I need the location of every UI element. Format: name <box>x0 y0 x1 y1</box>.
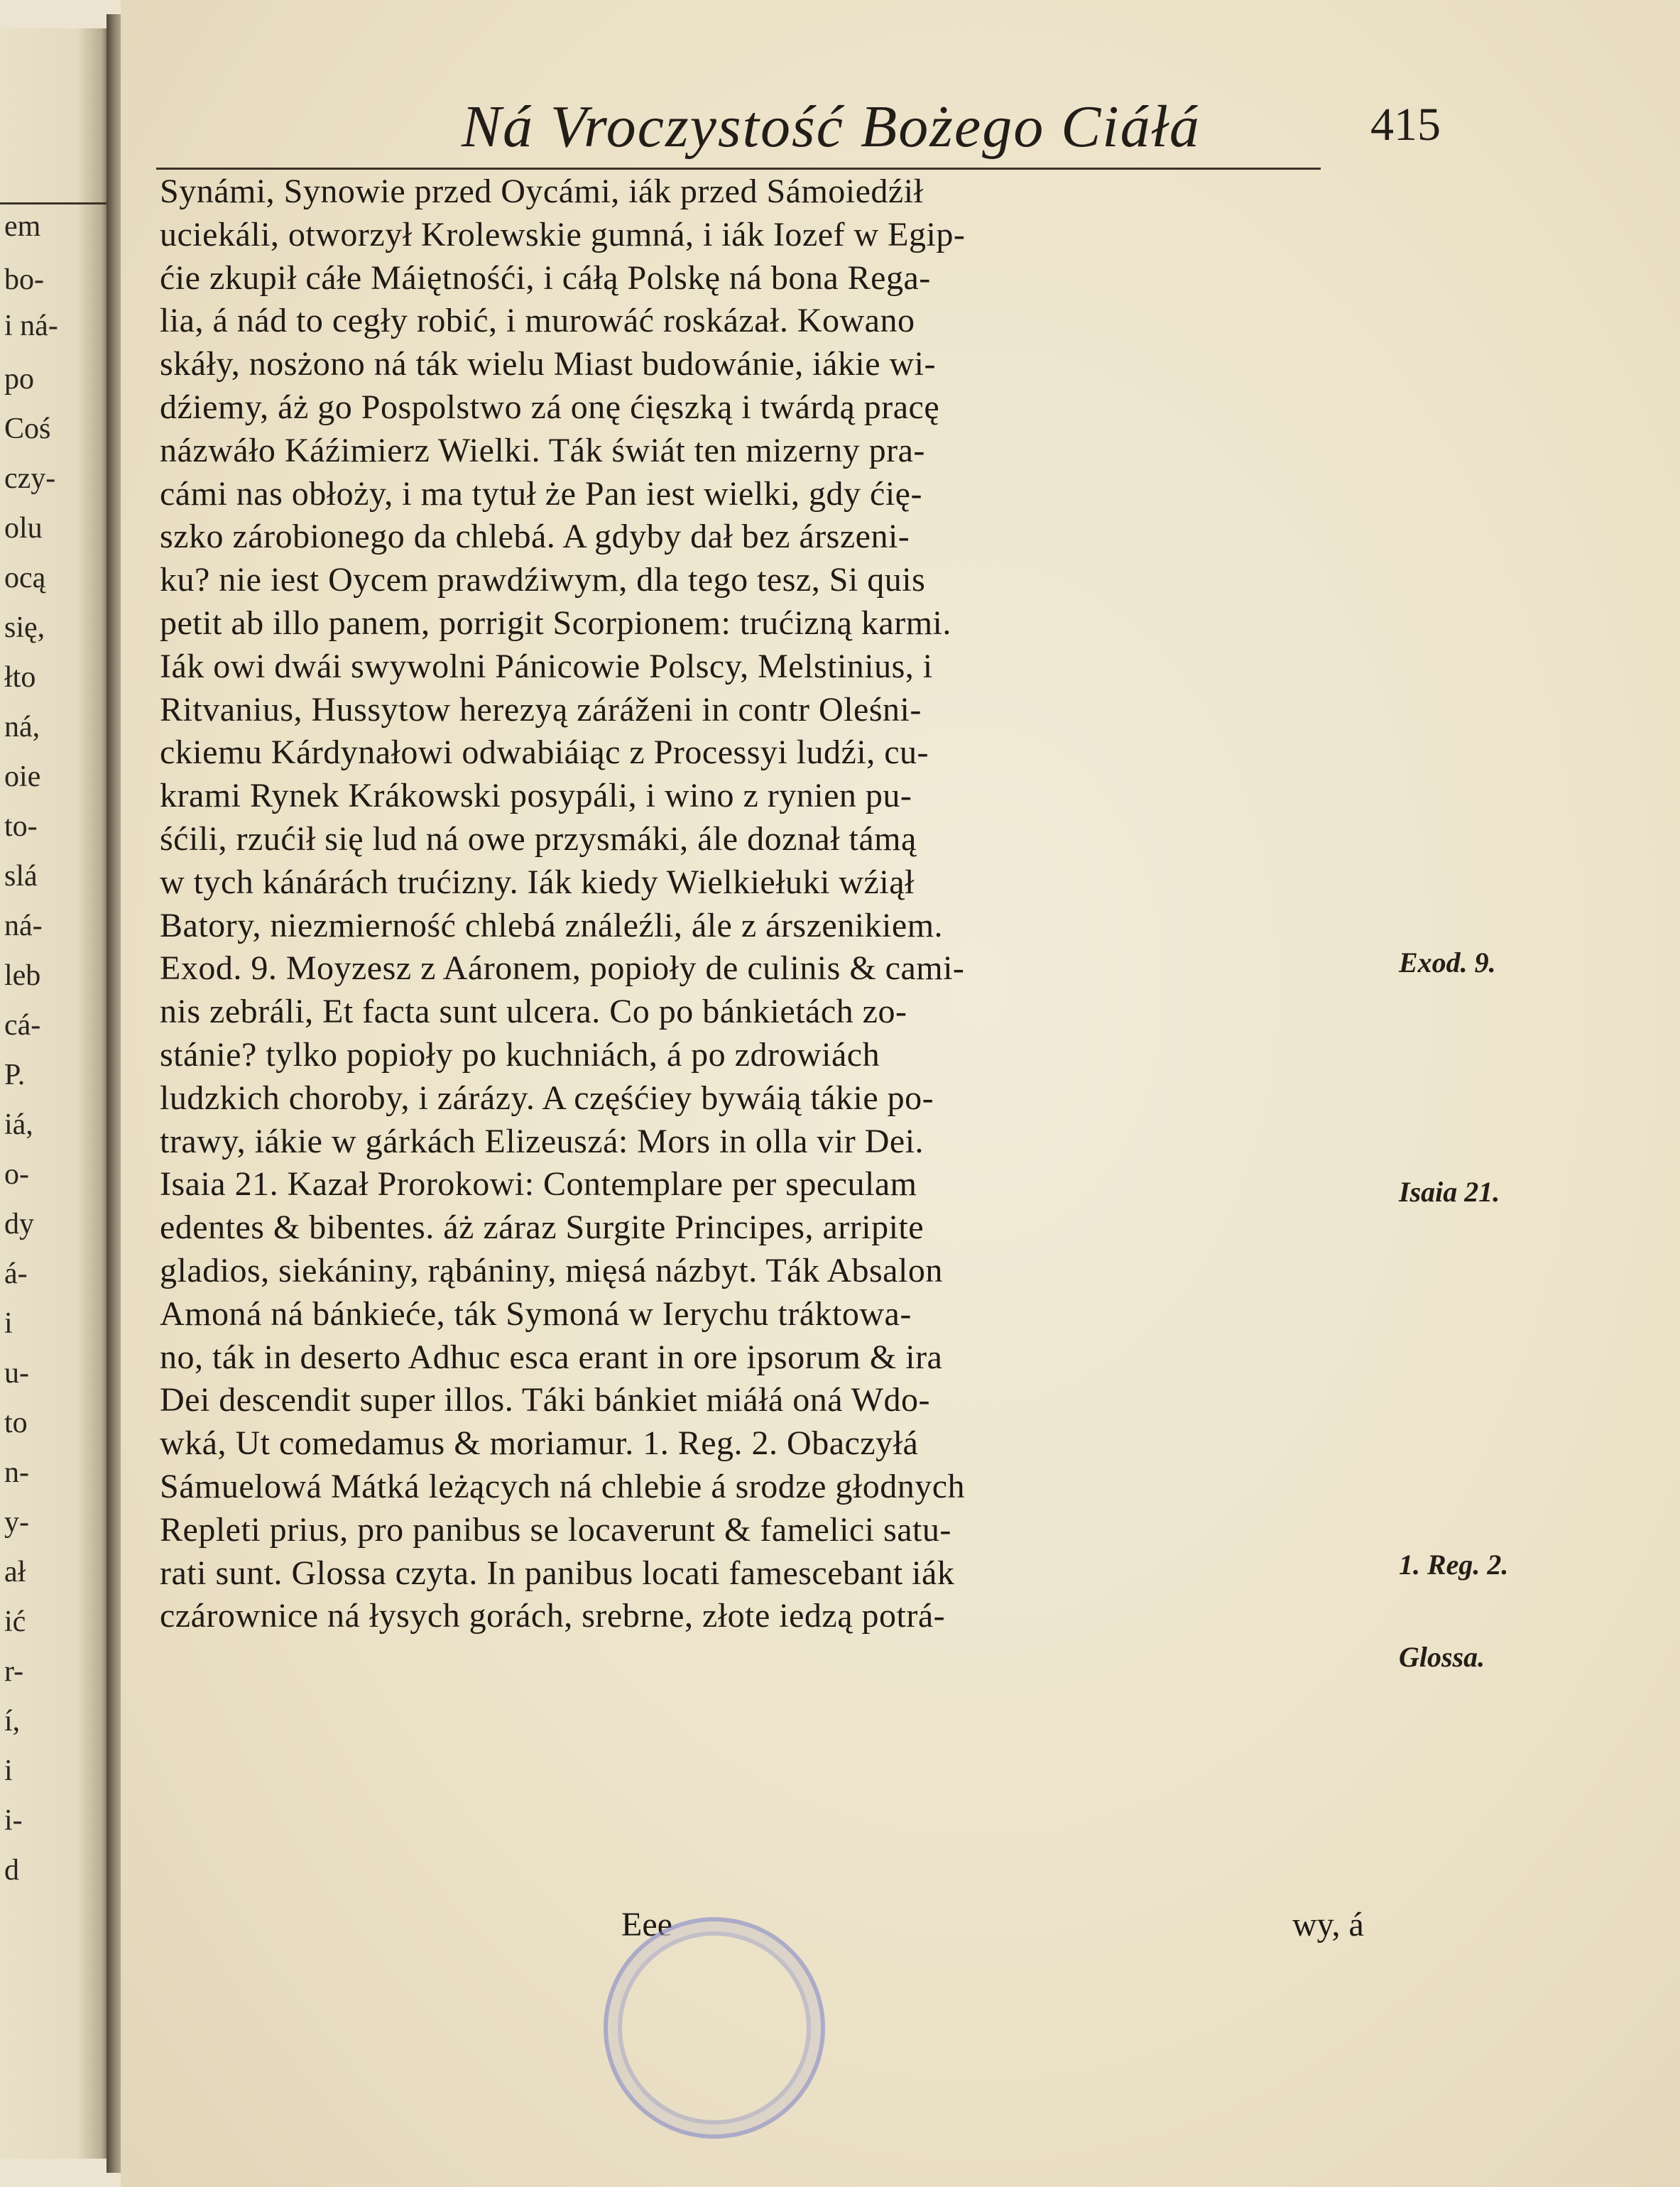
text-line: Ritvanius, Hussytow herezyą záráženi in contr Oleśni- <box>160 690 922 729</box>
previous-page-fragment: d <box>4 1854 19 1887</box>
previous-page-fragment: ná- <box>4 910 43 942</box>
previous-page-fragment: się, <box>4 611 45 644</box>
previous-page-fragment: i- <box>4 1804 23 1837</box>
previous-page-rule <box>0 202 107 204</box>
text-line: ludzkich choroby, i zárázy. A częśćiey bywáią tákie po- <box>160 1079 934 1117</box>
previous-page-fragment: ał <box>4 1556 26 1588</box>
header-rule <box>156 168 1321 170</box>
text-line: no, ták in deserto Adhuc esca erant in ore ipsorum & ira <box>160 1338 943 1376</box>
previous-page-fragment: iá, <box>4 1108 33 1141</box>
previous-page-fragment: olu <box>4 512 43 545</box>
previous-page-fragment: oie <box>4 760 41 793</box>
text-line: Iák owi dwái swywolni Pánicowie Polscy, Melstinius, i <box>160 647 933 685</box>
previous-page-fragment: á- <box>4 1258 28 1290</box>
previous-page-fragment: u- <box>4 1357 29 1390</box>
text-line: Sámuelowá Mátká leżących ná chlebie á srodze głodnych <box>160 1467 966 1505</box>
text-line: Dei descendit super illos. Táki bánkiet miáłá oná Wdo- <box>160 1381 930 1419</box>
previous-page-fragment: łto <box>4 661 36 694</box>
text-line: rati sunt. Glossa czyta. In panibus locati famescebant iák <box>160 1554 955 1592</box>
previous-page-fragment: ocą <box>4 562 46 594</box>
previous-page-fragment: y- <box>4 1506 29 1539</box>
text-line: Repleti prius, pro panibus se locaverunt & famelici satu- <box>160 1510 951 1549</box>
text-line: edentes & bibentes. áż záraz Surgite Principes, arripite <box>160 1209 924 1247</box>
text-line: petit ab illo panem, porrigit Scorpionem: trućizną karmi. <box>160 604 951 642</box>
previous-page-fragment: Coś <box>4 413 51 445</box>
previous-page-fragment: to <box>4 1407 28 1439</box>
previous-page-fragment: n- <box>4 1456 29 1489</box>
text-line: śćili, rzućił się lud ná owe przysmáki, ále doznał támą <box>160 819 917 858</box>
previous-page-fragment: to- <box>4 810 38 843</box>
margin-note-isaia: Isaia 21. <box>1399 1176 1500 1208</box>
previous-page-fragment: r- <box>4 1655 24 1688</box>
text-line: názwáło Káźimierz Wielki. Ták świát ten mizerny pra- <box>160 431 925 469</box>
text-line: gladios, siekániny, rąbániny, mięsá názbyt. Ták Absalon <box>160 1251 943 1289</box>
previous-page-fragment: i <box>4 1755 13 1787</box>
text-line: ckiemu Kárdynałowi odwabiáiąc z Processyi ludźi, cu- <box>160 733 929 772</box>
previous-page-fragment: po <box>4 363 34 396</box>
margin-note-reg: 1. Reg. 2. <box>1399 1549 1509 1581</box>
previous-page-fragment: czy- <box>4 462 56 495</box>
text-line: ćie zkupił cáłe Máiętnośći, i cáłą Polskę ná bona Rega- <box>160 258 931 297</box>
previous-page-fragment: em <box>4 210 41 243</box>
page-number: 415 <box>1370 99 1441 151</box>
previous-page-fragment: P. <box>4 1059 26 1091</box>
previous-page-fragment: cá- <box>4 1009 41 1042</box>
margin-note-exod: Exod. 9. <box>1399 947 1496 978</box>
text-line: stánie? tylko popioły po kuchniách, á po zdrowiách <box>160 1035 880 1074</box>
text-line: czárownice ná łysych gorách, srebrne, złote iedzą potrá- <box>160 1597 946 1635</box>
previous-page-fragment: í, <box>4 1705 21 1738</box>
text-line: ku? nie iest Oycem prawdźiwym, dla tego tesz, Si quis <box>160 561 926 599</box>
text-line: Isaia 21. Kazał Prorokowi: Contemplare per speculam <box>160 1165 917 1204</box>
body-text <box>160 170 1381 1638</box>
signature-mark: Eee <box>621 1906 672 1943</box>
text-line: Amoná ná bánkieće, ták Symoná w Ierychu tráktowa- <box>160 1294 912 1333</box>
previous-page-fragment: i <box>4 1307 13 1340</box>
text-line: uciekáli, otworzył Krolewskie gumná, i iák Iozef w Egip- <box>160 215 966 253</box>
text-line: cámi nas obłoży, i ma tytuł że Pan iest wielki, gdy ćię- <box>160 474 922 513</box>
running-title: Ná Vroczystość Bożego Ciáłá <box>462 94 1201 160</box>
library-stamp <box>604 1917 825 2139</box>
previous-page-fragment: ić <box>4 1605 26 1638</box>
text-line: Batory, niezmierność chlebá ználeźli, ále z árszenikiem. <box>160 906 944 944</box>
text-line: wká, Ut comedamus & moriamur. 1. Reg. 2. Obaczyłá <box>160 1424 919 1463</box>
text-line: w tych kánárách trućizny. Iák kiedy Wielkiełuki wźiął <box>160 863 915 901</box>
previous-page-fragment: ná, <box>4 711 40 743</box>
text-line: trawy, iákie w gárkách Elizeuszá: Mors in olla vir Dei. <box>160 1122 924 1160</box>
text-line: skáły, nosżono ná ták wielu Miast budowánie, iákie wi- <box>160 345 936 383</box>
catchword: wy, á <box>1292 1906 1364 1943</box>
previous-page-fragment: dy <box>4 1208 34 1240</box>
text-line: krami Rynek Krákowski posypáli, i wino z rynien pu- <box>160 777 912 815</box>
text-line: nis zebráli, Et facta sunt ulcera. Co po bánkietách zo- <box>160 993 907 1031</box>
previous-page-fragment: o- <box>4 1158 29 1191</box>
previous-page-edge <box>0 28 110 2159</box>
previous-page-fragment: i ná- <box>4 310 58 342</box>
text-line: Exod. 9. Moyzesz z Aáronem, popioły de culinis & cami- <box>160 949 965 988</box>
previous-page-fragment: bo- <box>4 263 44 296</box>
text-line: szko zárobionego da chlebá. A gdyby dał bez árszeni- <box>160 518 910 556</box>
previous-page-fragment: slá <box>4 860 38 893</box>
margin-note-glossa: Glossa. <box>1399 1641 1485 1673</box>
text-line: Synámi, Synowie przed Oycámi, iák przed Sámoiedźił <box>160 173 924 210</box>
page <box>121 0 1680 2187</box>
previous-page-fragment: leb <box>4 959 41 992</box>
text-line: lia, á nád to cegły robić, i murowáć roskázał. Kowano <box>160 302 915 340</box>
text-line: dźiemy, áż go Pospolstwo zá onę ćięszką i twárdą pracę <box>160 388 940 426</box>
